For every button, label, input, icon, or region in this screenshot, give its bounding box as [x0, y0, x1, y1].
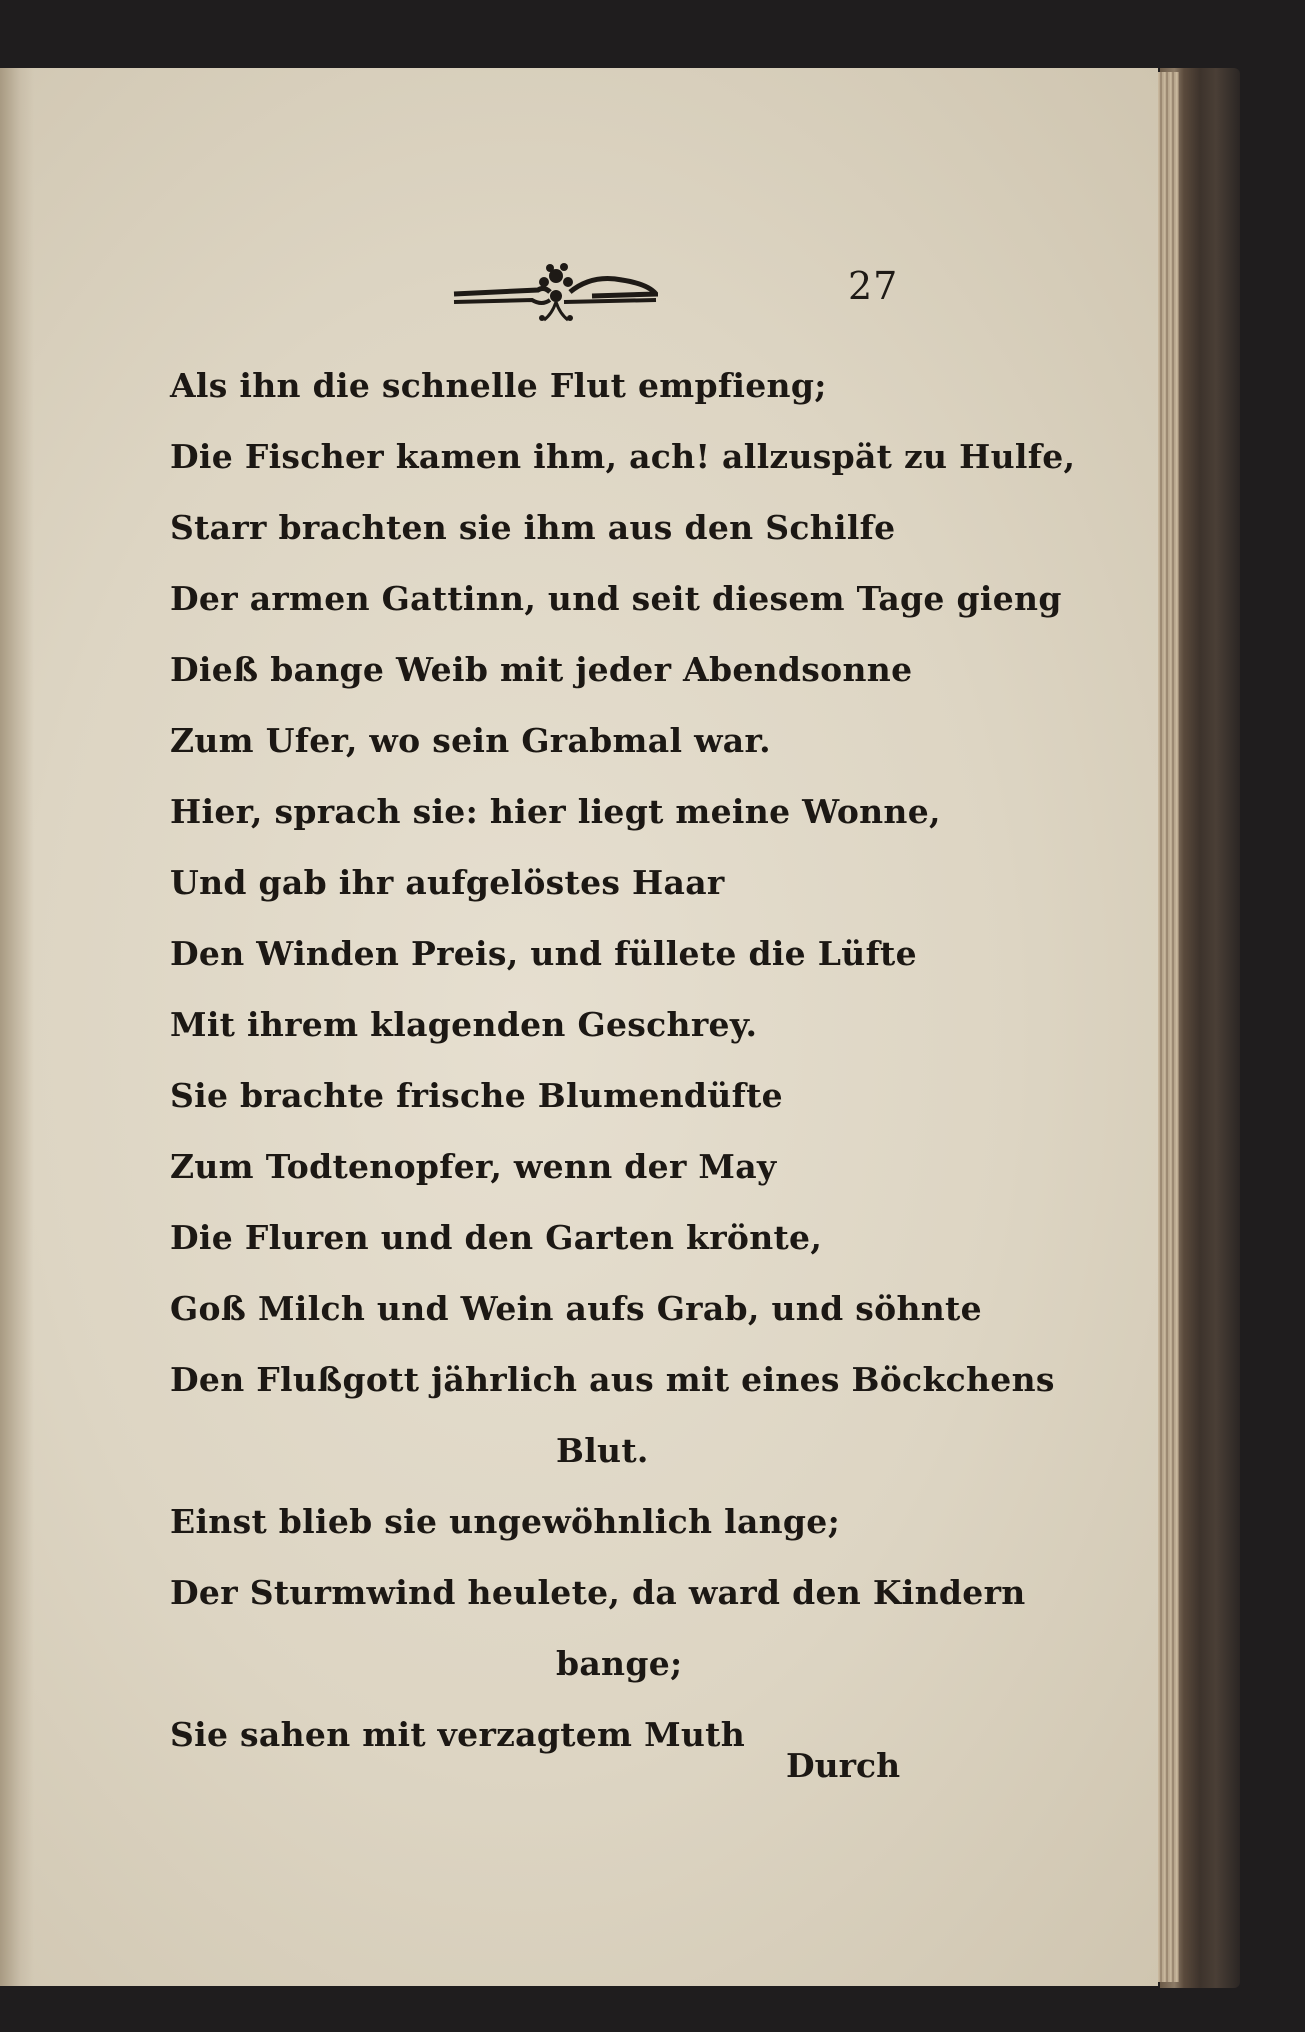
- poem-line: Als ihn die schnelle Flut empfieng;: [170, 366, 827, 405]
- poem-line: Der Sturmwind heulete, da ward den Kindern: [170, 1573, 1026, 1612]
- poem-line: Die Fischer kamen ihm, ach! allzuspät zu Hulfe,: [170, 437, 1076, 476]
- poem-line: Und gab ihr aufgelöstes Haar: [170, 863, 725, 902]
- floral-headpiece-ornament-icon: [452, 256, 658, 328]
- poem-line: Den Flußgott jährlich aus mit eines Böckchens: [170, 1360, 1055, 1399]
- poem-line: Sie brachte frische Blumendüfte: [170, 1076, 783, 1115]
- poem-line: Einst blieb sie ungewöhnlich lange;: [170, 1502, 841, 1541]
- poem-line: Mit ihrem klagenden Geschrey.: [170, 1005, 758, 1044]
- poem-line: Der armen Gattinn, und seit diesem Tage gieng: [170, 579, 1062, 618]
- catchword: Durch: [786, 1746, 901, 1785]
- poem-line: Zum Todtenopfer, wenn der May: [170, 1147, 777, 1186]
- poem-line: Zum Ufer, wo sein Grabmal war.: [170, 721, 771, 760]
- poem-line: Die Fluren und den Garten krönte,: [170, 1218, 823, 1257]
- poem-line: Den Winden Preis, und füllete die Lüfte: [170, 934, 917, 973]
- poem-text: [170, 350, 1076, 1770]
- page-gutter: [0, 68, 34, 1986]
- poem-line: Dieß bange Weib mit jeder Abendsonne: [170, 650, 913, 689]
- poem-line: Blut.: [556, 1431, 649, 1470]
- poem-line: Starr brachten sie ihm aus den Schilfe: [170, 508, 896, 547]
- poem-line: Hier, sprach sie: hier liegt meine Wonne,: [170, 792, 941, 831]
- poem-line: bange;: [556, 1644, 683, 1683]
- page-number: 27: [848, 264, 899, 308]
- poem-line: Goß Milch und Wein aufs Grab, und söhnte: [170, 1289, 982, 1328]
- poem-line: Sie sahen mit verzagtem Muth: [170, 1715, 746, 1754]
